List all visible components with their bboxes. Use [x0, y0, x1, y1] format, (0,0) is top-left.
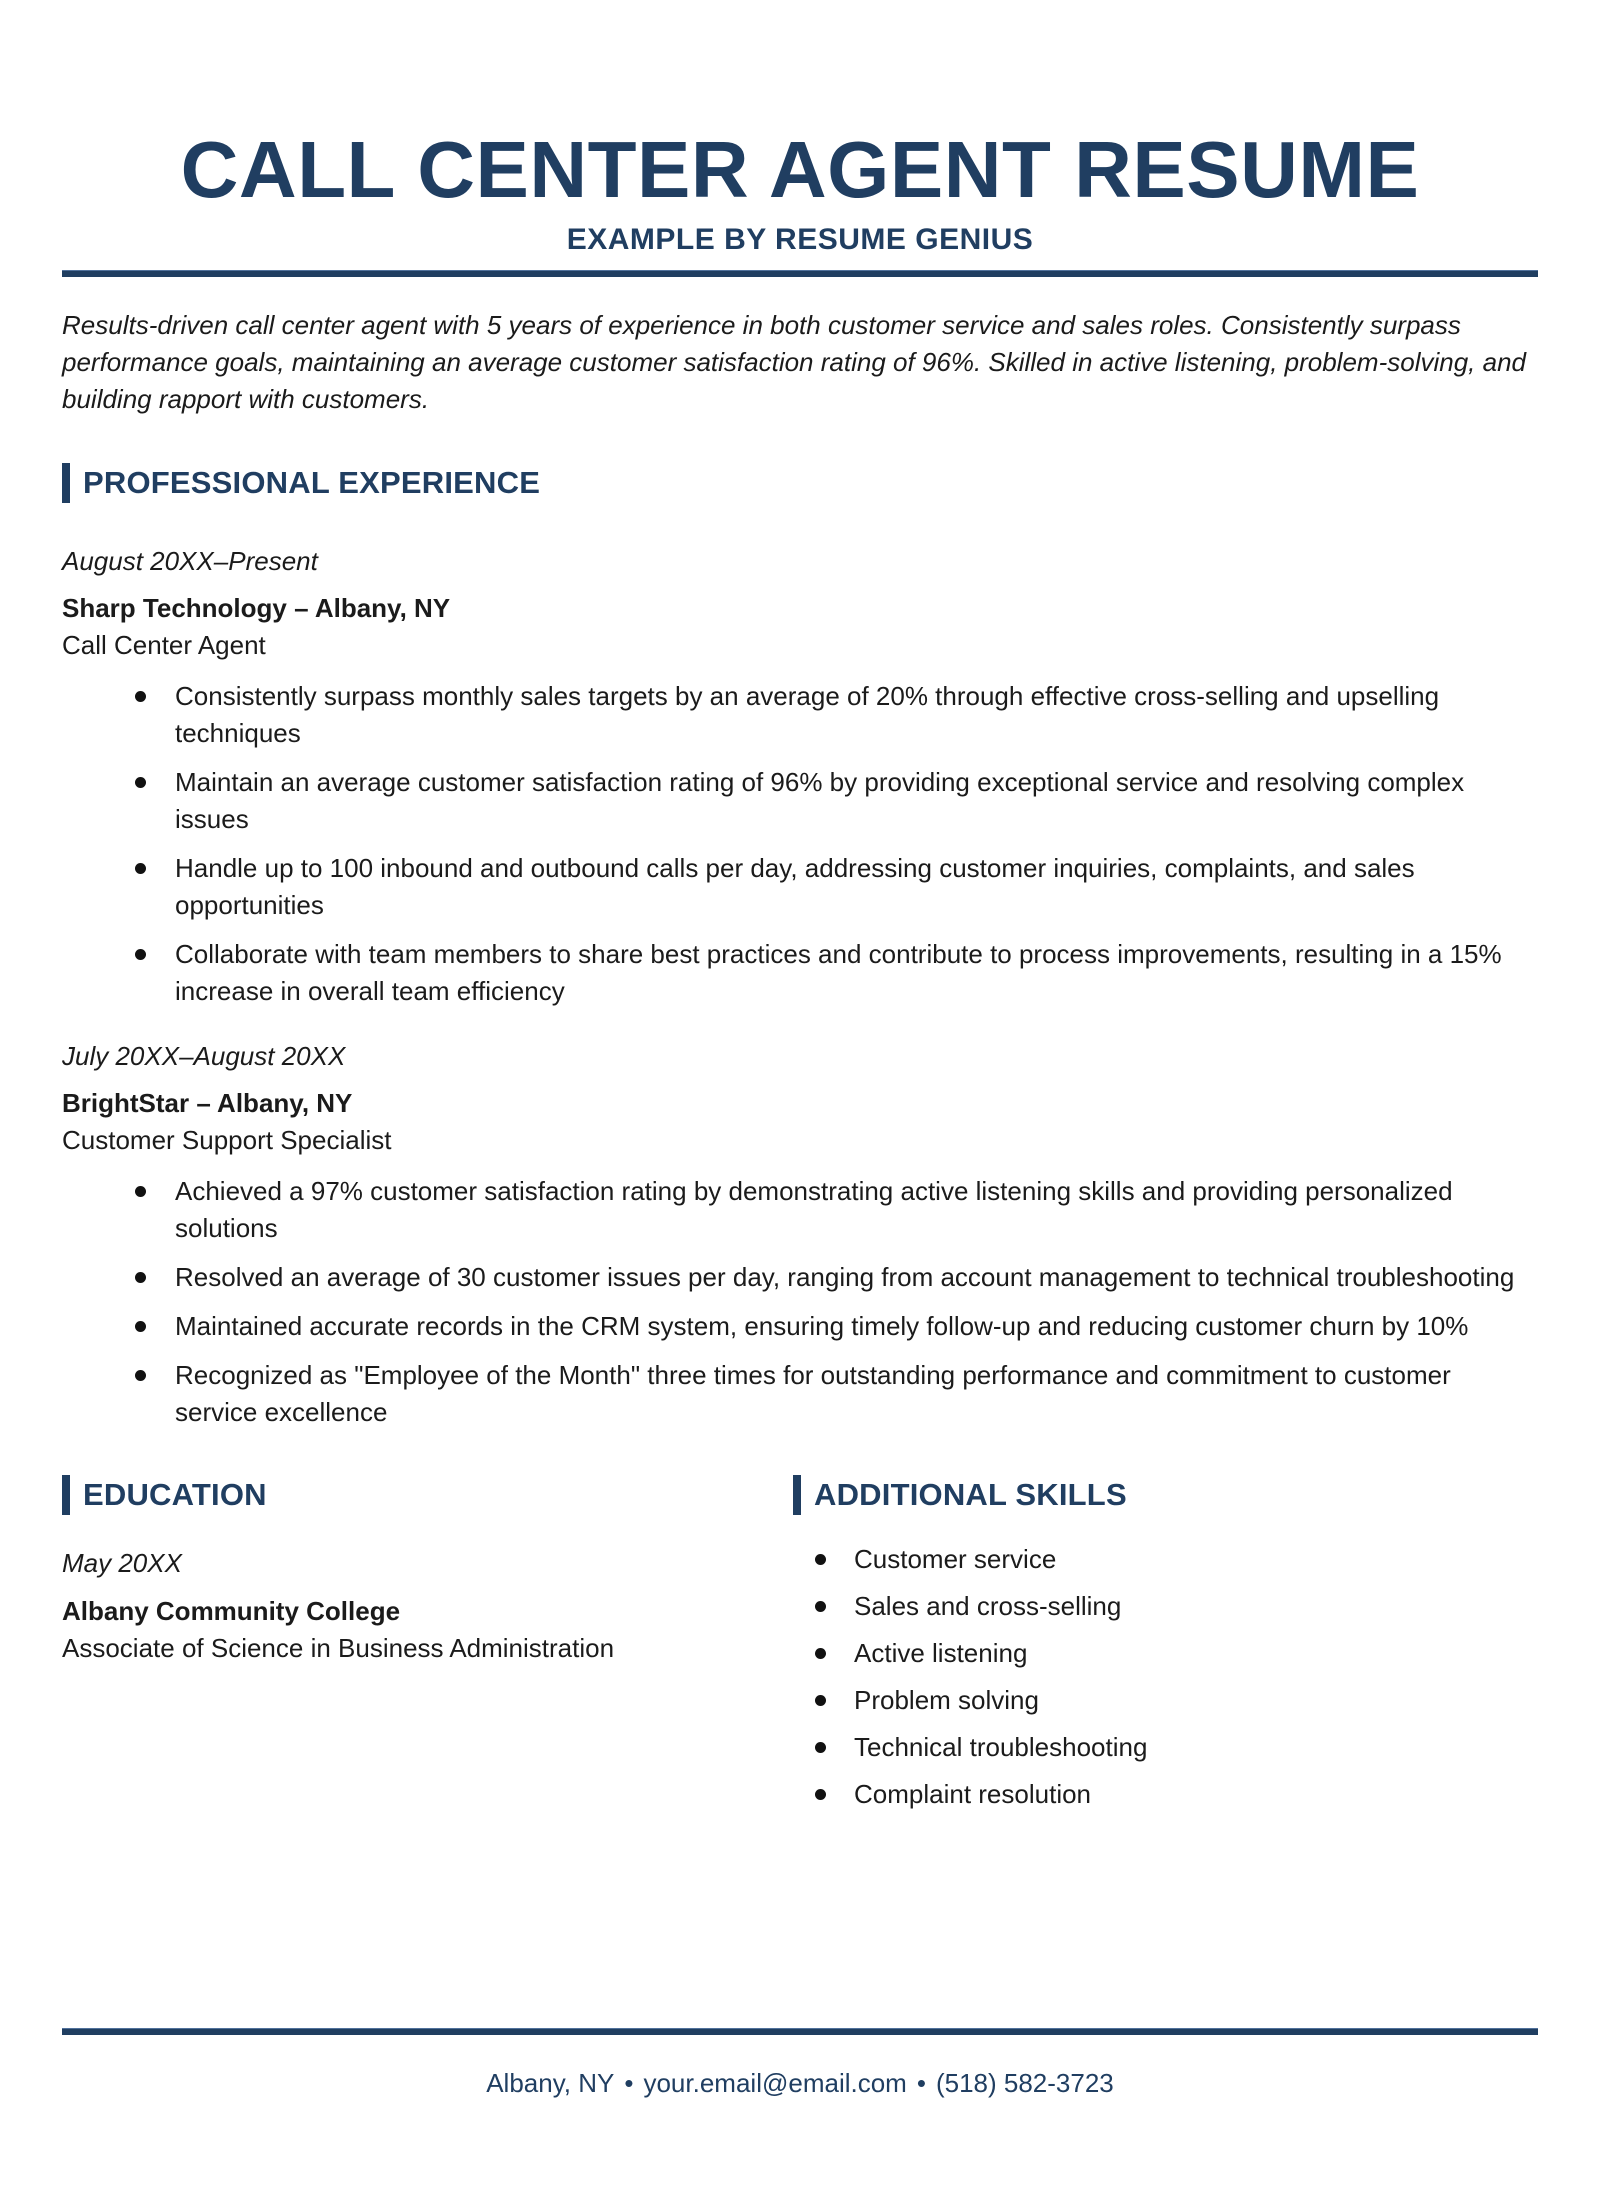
experience-bullet — [135, 850, 1538, 924]
experience-bullet — [135, 1173, 1538, 1247]
experience-bullet — [135, 1308, 1538, 1345]
summary-text: Results-driven call center agent with 5 years of experience in both customer service and sales roles. Consistently surpass performance goals, maintaining an average customer satisfaction rating of 96%. Skilled in active listening, problem-solving, and building rapport with customers. — [62, 310, 1526, 414]
skill-item — [815, 1776, 1538, 1813]
skills-section — [793, 1475, 1538, 1823]
page-title: CALL CENTER AGENT RESUME — [180, 125, 1420, 214]
skill-text: Problem solving — [854, 1685, 1039, 1715]
section-heading-experience: PROFESSIONAL EXPERIENCE — [62, 463, 1538, 503]
bullet-icon — [135, 949, 146, 960]
bullet-icon — [135, 777, 146, 788]
bullet-icon — [815, 1601, 826, 1612]
bullet-icon — [135, 1272, 146, 1283]
skill-text: Customer service — [854, 1544, 1057, 1574]
bullet-text: Handle up to 100 inbound and outbound calls per day, addressing customer inquiries, complaints, and sales opportunities — [175, 853, 1415, 920]
experience-bullet — [135, 1357, 1538, 1431]
skill-text: Active listening — [854, 1638, 1028, 1668]
job-dates: August 20XX–Present — [62, 546, 318, 576]
resume-page — [0, 125, 1600, 1823]
skill-item — [815, 1682, 1538, 1719]
bullet-icon — [815, 1648, 826, 1659]
contact-line — [62, 2065, 1538, 2102]
skill-text: Technical troubleshooting — [854, 1732, 1148, 1762]
separator-dot: • — [916, 2068, 926, 2098]
skill-item — [815, 1541, 1538, 1578]
bullet-text: Achieved a 97% customer satisfaction rating by demonstrating active listening skills and providing personalized solutions — [175, 1176, 1453, 1243]
skills-list — [815, 1541, 1538, 1813]
separator-dot: • — [624, 2068, 634, 2098]
bullet-text: Maintain an average customer satisfaction rating of 96% by providing exceptional service and resolving complex issues — [175, 767, 1465, 834]
bullet-icon — [135, 1370, 146, 1381]
education-degree: Associate of Science in Business Administration — [62, 1633, 615, 1663]
skill-text: Sales and cross-selling — [854, 1591, 1122, 1621]
section-heading-skills: ADDITIONAL SKILLS — [793, 1475, 1538, 1515]
bullet-text: Consistently surpass monthly sales targets by an average of 20% through effective cross-selling and upselling techniques — [175, 681, 1440, 748]
skill-item — [815, 1635, 1538, 1672]
bullet-text: Resolved an average of 30 customer issues per day, ranging from account management to technical troubleshooting — [175, 1262, 1515, 1292]
section-heading-education: EDUCATION — [62, 1475, 793, 1515]
job-company: Sharp Technology – Albany, NY — [62, 593, 451, 623]
footer — [62, 2028, 1538, 2102]
job-dates: July 20XX–August 20XX — [62, 1041, 346, 1071]
job-entry — [62, 543, 1538, 1010]
education-date: May 20XX — [62, 1548, 182, 1578]
job-company: BrightStar – Albany, NY — [62, 1088, 353, 1118]
job-bullet-list — [135, 1173, 1538, 1431]
experience-bullet — [135, 1259, 1538, 1296]
bullet-icon — [135, 691, 146, 702]
footer-divider — [62, 2028, 1538, 2035]
job-role: Call Center Agent — [62, 630, 266, 660]
bullet-icon — [815, 1789, 826, 1800]
skill-text: Complaint resolution — [854, 1779, 1092, 1809]
job-bullet-list — [135, 678, 1538, 1010]
experience-bullet — [135, 936, 1538, 1010]
bullet-icon — [135, 1186, 146, 1197]
contact-phone: (518) 582-3723 — [935, 2068, 1114, 2098]
skill-item — [815, 1588, 1538, 1625]
bullet-icon — [815, 1742, 826, 1753]
experience-bullet — [135, 678, 1538, 752]
bullet-text: Maintained accurate records in the CRM system, ensuring timely follow-up and reducing customer churn by 10% — [175, 1311, 1469, 1341]
header-divider — [62, 270, 1538, 277]
bullet-icon — [815, 1695, 826, 1706]
contact-email: your.email@email.com — [643, 2068, 907, 2098]
skill-item — [815, 1729, 1538, 1766]
bullet-icon — [135, 1321, 146, 1332]
contact-location: Albany, NY — [486, 2068, 615, 2098]
bullet-icon — [135, 863, 146, 874]
job-role: Customer Support Specialist — [62, 1125, 392, 1155]
bullet-text: Collaborate with team members to share best practices and contribute to process improvements, resulting in a 15% increase in overall team efficiency — [175, 939, 1502, 1006]
job-entry — [62, 1038, 1538, 1431]
two-column-section — [62, 1475, 1538, 1823]
education-section — [62, 1475, 793, 1823]
bullet-icon — [815, 1554, 826, 1565]
page-subtitle: EXAMPLE BY RESUME GENIUS — [566, 223, 1034, 256]
bullet-text: Recognized as "Employee of the Month" three times for outstanding performance and commitment to customer service excellence — [175, 1360, 1451, 1427]
education-school: Albany Community College — [62, 1596, 401, 1626]
experience-bullet — [135, 764, 1538, 838]
